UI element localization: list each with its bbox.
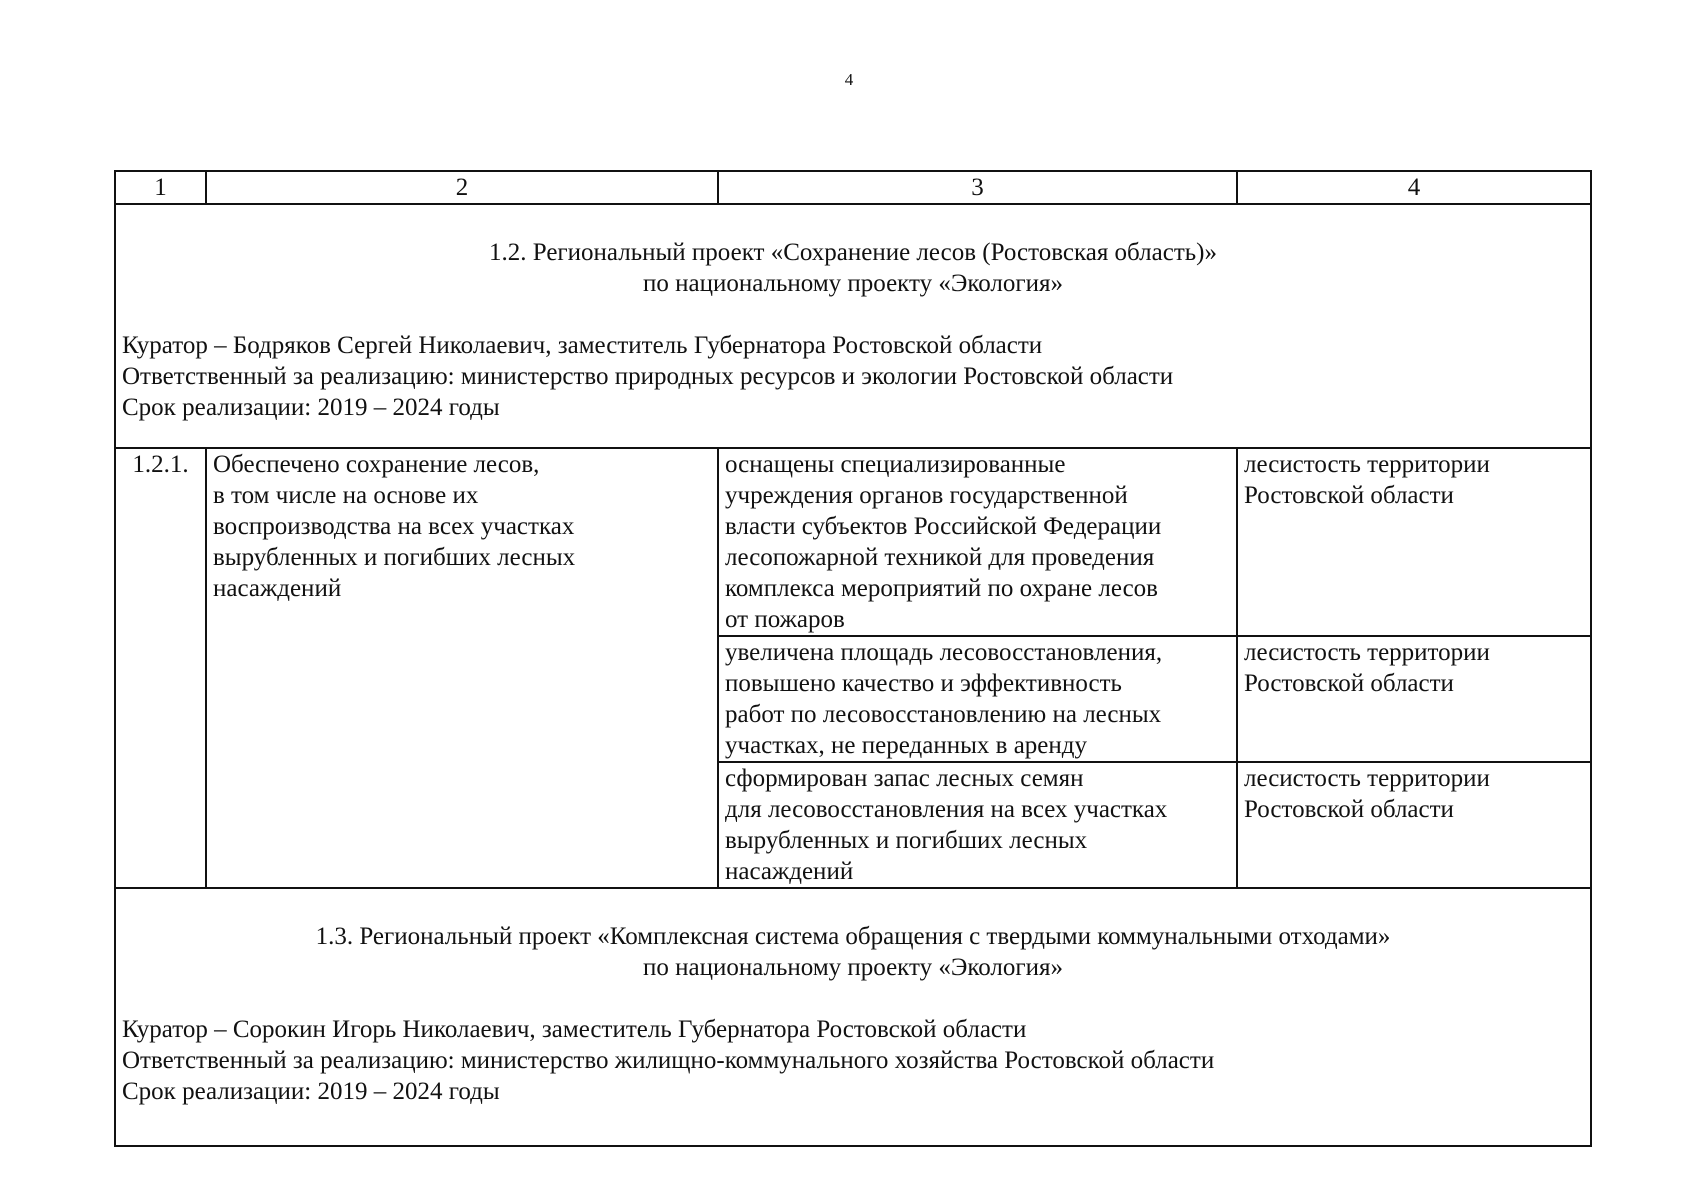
column-number-2: 2 xyxy=(206,171,718,204)
section-title-line1: 1.3. Региональный проект «Комплексная система обращения с твердыми коммунальными отходами» xyxy=(315,923,1391,950)
section-title-line2: по национальному проекту «Экология» xyxy=(642,954,1063,981)
section-title-line2: по национальному проекту «Экология» xyxy=(642,270,1063,297)
section-curator: Куратор – Сорокин Игорь Николаевич, заместитель Губернатора Ростовской области xyxy=(122,1016,1027,1043)
section-header-cell xyxy=(115,204,1591,448)
result-indicator: лесистость территории Ростовской области xyxy=(1237,448,1591,636)
section-responsible: Ответственный за реализацию: министерство природных ресурсов и экологии Ростовской области xyxy=(122,363,1174,390)
section-curator: Куратор – Бодряков Сергей Николаевич, заместитель Губернатора Ростовской области xyxy=(122,332,1043,359)
section-header-cell xyxy=(115,888,1591,1146)
section-term: Срок реализации: 2019 – 2024 годы xyxy=(122,1078,500,1105)
item-number: 1.2.1. xyxy=(115,448,206,888)
result-indicator: лесистость территории Ростовской области xyxy=(1237,762,1591,888)
result-text: увеличена площадь лесовосстановления, повышено качество и эффективность работ по лесовосстановлению на лесных участках, не переданных в аренду xyxy=(718,636,1237,762)
item-description: Обеспечено сохранение лесов, в том числе на основе их воспроизводства на всех участках вырубленных и погибших лесных насаждений xyxy=(206,448,718,888)
section-header-row xyxy=(115,204,1591,448)
section-term: Срок реализации: 2019 – 2024 годы xyxy=(122,394,500,421)
section-title-line1: 1.2. Региональный проект «Сохранение лесов (Ростовская область)» xyxy=(489,239,1217,266)
project-table xyxy=(114,170,1592,1147)
table-row xyxy=(115,448,1591,636)
result-indicator: лесистость территории Ростовской области xyxy=(1237,636,1591,762)
result-text: сформирован запас лесных семян для лесовосстановления на всех участках вырубленных и погибших лесных насаждений xyxy=(718,762,1237,888)
column-number-1: 1 xyxy=(115,171,206,204)
column-number-3: 3 xyxy=(718,171,1237,204)
section-title xyxy=(122,921,1584,983)
result-text: оснащены специализированные учреждения органов государственной власти субъектов Российской Федерации лесопожарной техникой для проведения комплекса мероприятий по охране лесов от пожаров xyxy=(718,448,1237,636)
section-title xyxy=(122,237,1584,299)
column-number-row xyxy=(115,171,1591,204)
column-number-4: 4 xyxy=(1237,171,1591,204)
page-number: 4 xyxy=(844,70,854,89)
section-responsible: Ответственный за реализацию: министерство жилищно-коммунального хозяйства Ростовской области xyxy=(122,1047,1215,1074)
section-header-row xyxy=(115,888,1591,1146)
